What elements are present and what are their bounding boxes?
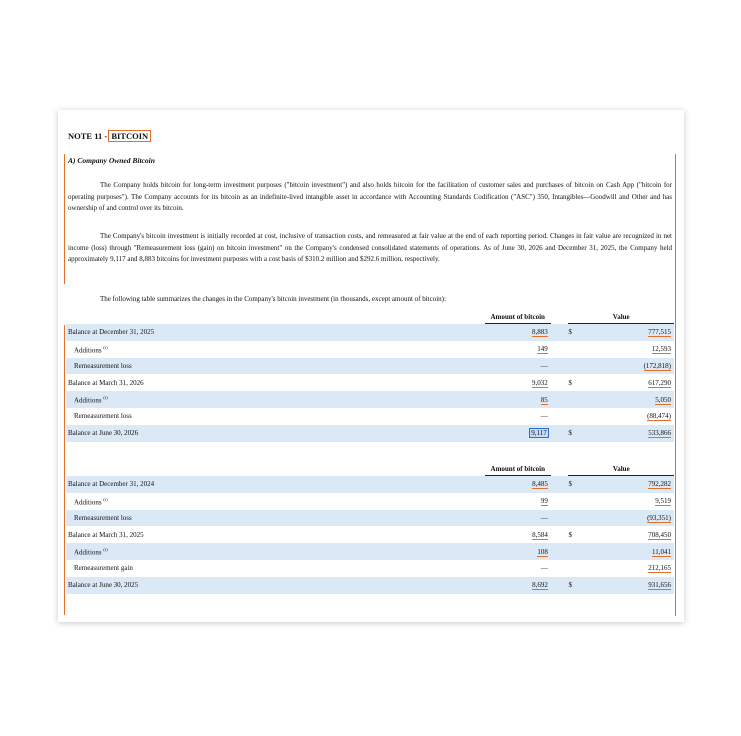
amount-cell xyxy=(485,577,551,594)
row-label-text: Additions xyxy=(74,497,102,506)
value-amount: 533,866 xyxy=(648,429,671,438)
row-label-text: Balance at March 31, 2026 xyxy=(68,378,144,387)
row-label xyxy=(66,577,485,594)
currency-symbol xyxy=(568,493,590,510)
amount-cell xyxy=(485,374,551,391)
margin-marker-left-top xyxy=(64,154,65,284)
amount-cell xyxy=(485,476,551,493)
value-amount: (172,818) xyxy=(643,361,671,370)
header-value: Value xyxy=(568,462,674,476)
value-cell xyxy=(590,374,674,391)
amount-cell xyxy=(485,341,551,358)
margin-marker-left-bottom xyxy=(64,325,65,615)
row-label xyxy=(66,493,485,510)
currency-symbol xyxy=(568,560,590,577)
table-row xyxy=(66,526,674,543)
header-amount: Amount of bitcoin xyxy=(485,462,551,476)
paragraph-1: The Company holds bitcoin for long-term investment purposes ("bitcoin investment") and also holds bitcoin for the facilitation of customer sales and purchases of bitcoin on Cash App ("bitcoin for operating purposes"). The Company accounts for its bitcoin as an indefinite-lived intangible asset in accordance with Accounting Standards Codification ("ASC") 350, Intangibles—Goodwill and Other and has ownership of and control over its bitcoin. xyxy=(68,181,672,212)
row-label xyxy=(66,391,485,408)
table-header-row xyxy=(66,462,674,476)
footnote-marker: (i) xyxy=(103,496,108,502)
currency-symbol xyxy=(568,341,590,358)
bitcoin-table-2025 xyxy=(66,462,674,594)
row-label-text: Balance at December 31, 2025 xyxy=(68,328,155,337)
value-amount: 5,050 xyxy=(655,395,671,404)
value-cell xyxy=(590,341,674,358)
amount-cell xyxy=(485,510,551,527)
amount-value: — xyxy=(540,412,548,421)
row-label xyxy=(66,408,485,425)
row-label-text: Remeasurement loss xyxy=(74,513,132,522)
amount-cell xyxy=(485,408,551,425)
table-row xyxy=(66,425,674,442)
row-label-text: Balance at June 30, 2025 xyxy=(68,581,139,590)
row-label xyxy=(66,560,485,577)
amount-value: 8,883 xyxy=(532,328,548,337)
table-row xyxy=(66,324,674,341)
table-row xyxy=(66,476,674,493)
value-amount: 9,519 xyxy=(655,497,671,506)
footnote-marker: (i) xyxy=(103,344,108,350)
note-title xyxy=(68,131,150,141)
amount-cell xyxy=(485,543,551,560)
margin-marker-right xyxy=(675,154,676,616)
amount-value: 149 xyxy=(537,345,548,354)
currency-symbol xyxy=(568,510,590,527)
row-label xyxy=(66,526,485,543)
row-label-text: Remeasurement loss xyxy=(74,412,132,421)
footnote-marker: (i) xyxy=(103,394,108,400)
amount-cell xyxy=(485,493,551,510)
value-cell xyxy=(590,358,674,375)
footnote-marker: (i) xyxy=(103,546,108,552)
amount-cell xyxy=(485,560,551,577)
value-cell xyxy=(590,425,674,442)
section-title: A) Company Owned Bitcoin xyxy=(68,156,155,165)
amount-cell xyxy=(485,526,551,543)
row-label-text: Additions xyxy=(74,396,102,405)
amount-value: 8,584 xyxy=(532,530,548,539)
value-cell xyxy=(590,560,674,577)
value-cell xyxy=(590,510,674,527)
value-cell xyxy=(590,543,674,560)
currency-symbol: $ xyxy=(568,530,572,539)
value-amount: 11,041 xyxy=(652,547,671,556)
note-keyword: BITCOIN xyxy=(111,131,149,141)
amount-value: 8,692 xyxy=(532,581,548,590)
value-amount: (88,474) xyxy=(647,412,671,421)
table-row xyxy=(66,408,674,425)
table-row xyxy=(66,374,674,391)
value-amount: 12,593 xyxy=(651,345,671,354)
header-amount: Amount of bitcoin xyxy=(485,310,551,324)
value-amount: 708,450 xyxy=(648,530,671,539)
currency-symbol xyxy=(568,543,590,560)
amount-value: — xyxy=(540,361,548,370)
row-label xyxy=(66,425,485,442)
row-label xyxy=(66,358,485,375)
row-label xyxy=(66,476,485,493)
table-row xyxy=(66,577,674,594)
table-row xyxy=(66,358,674,375)
value-cell xyxy=(590,476,674,493)
currency-symbol: $ xyxy=(568,324,590,341)
table-row xyxy=(66,560,674,577)
amount-value: 85 xyxy=(540,395,548,404)
row-label xyxy=(66,374,485,391)
value-amount: 777,515 xyxy=(648,328,671,337)
value-amount: (93,351) xyxy=(647,513,671,522)
currency-symbol: $ xyxy=(568,577,590,594)
value-cell xyxy=(590,324,674,341)
amount-cell xyxy=(485,391,551,408)
table-row xyxy=(66,391,674,408)
row-label xyxy=(66,543,485,560)
amount-value: 108 xyxy=(537,547,548,556)
amount-cell xyxy=(485,324,551,341)
value-amount: 617,290 xyxy=(648,378,671,387)
currency-symbol xyxy=(568,358,590,375)
amount-value: 9,117 xyxy=(531,429,547,438)
amount-value: — xyxy=(540,513,548,522)
row-label-text: Balance at June 30, 2026 xyxy=(68,429,139,438)
document-page xyxy=(58,110,684,622)
value-cell xyxy=(590,391,674,408)
value-cell xyxy=(590,526,674,543)
table-row xyxy=(66,543,674,560)
value-cell xyxy=(590,493,674,510)
value-amount: 931,656 xyxy=(648,581,671,590)
row-label xyxy=(66,324,485,341)
row-label-text: Balance at March 31, 2025 xyxy=(68,530,144,539)
row-label xyxy=(66,341,485,358)
paragraph-3: The following table summarizes the changes in the Company's bitcoin investment (in thousands, except amount of bitcoin): xyxy=(100,295,446,303)
table-header-row xyxy=(66,310,674,324)
value-amount: 212,165 xyxy=(648,564,671,573)
currency-symbol xyxy=(568,408,590,425)
currency-symbol xyxy=(568,391,590,408)
header-value: Value xyxy=(568,310,674,324)
amount-value: 9,032 xyxy=(532,378,548,387)
paragraph-2: The Company's bitcoin investment is initially recorded at cost, inclusive of transaction costs, and remeasured at fair value at the end of each reporting period. Changes in fair value are recognized in net income (loss) through "Remeasurement loss (gain) on bitcoin investment" on the Company's condensed consolidated statements of operations. As of June 30, 2026 and December 31, 2025, the Company held approximately 9,117 and 8,883 bitcoins for investment purposes with a cost basis of $310.2 million and $292.6 million, respectively. xyxy=(68,232,672,263)
value-cell xyxy=(590,408,674,425)
currency-symbol: $ xyxy=(568,425,590,442)
table-row xyxy=(66,493,674,510)
note-prefix: NOTE 11 - xyxy=(68,131,110,141)
row-label-text: Additions xyxy=(74,548,102,557)
amount-cell xyxy=(485,358,551,375)
row-label-text: Remeasurement loss xyxy=(74,361,132,370)
table-row xyxy=(66,341,674,358)
amount-cell xyxy=(485,425,551,442)
currency-symbol: $ xyxy=(568,476,590,493)
value-amount: 792,282 xyxy=(648,480,671,489)
row-label-text: Additions xyxy=(74,345,102,354)
amount-value: — xyxy=(540,564,548,573)
table-row xyxy=(66,510,674,527)
row-label xyxy=(66,510,485,527)
row-label-text: Remeasurement gain xyxy=(74,564,133,573)
row-label-text: Balance at December 31, 2024 xyxy=(68,480,155,489)
amount-value: 8,485 xyxy=(532,480,548,489)
amount-value: 99 xyxy=(540,497,548,506)
bitcoin-table-2026 xyxy=(66,310,674,442)
value-cell xyxy=(590,577,674,594)
currency-symbol: $ xyxy=(568,378,572,387)
